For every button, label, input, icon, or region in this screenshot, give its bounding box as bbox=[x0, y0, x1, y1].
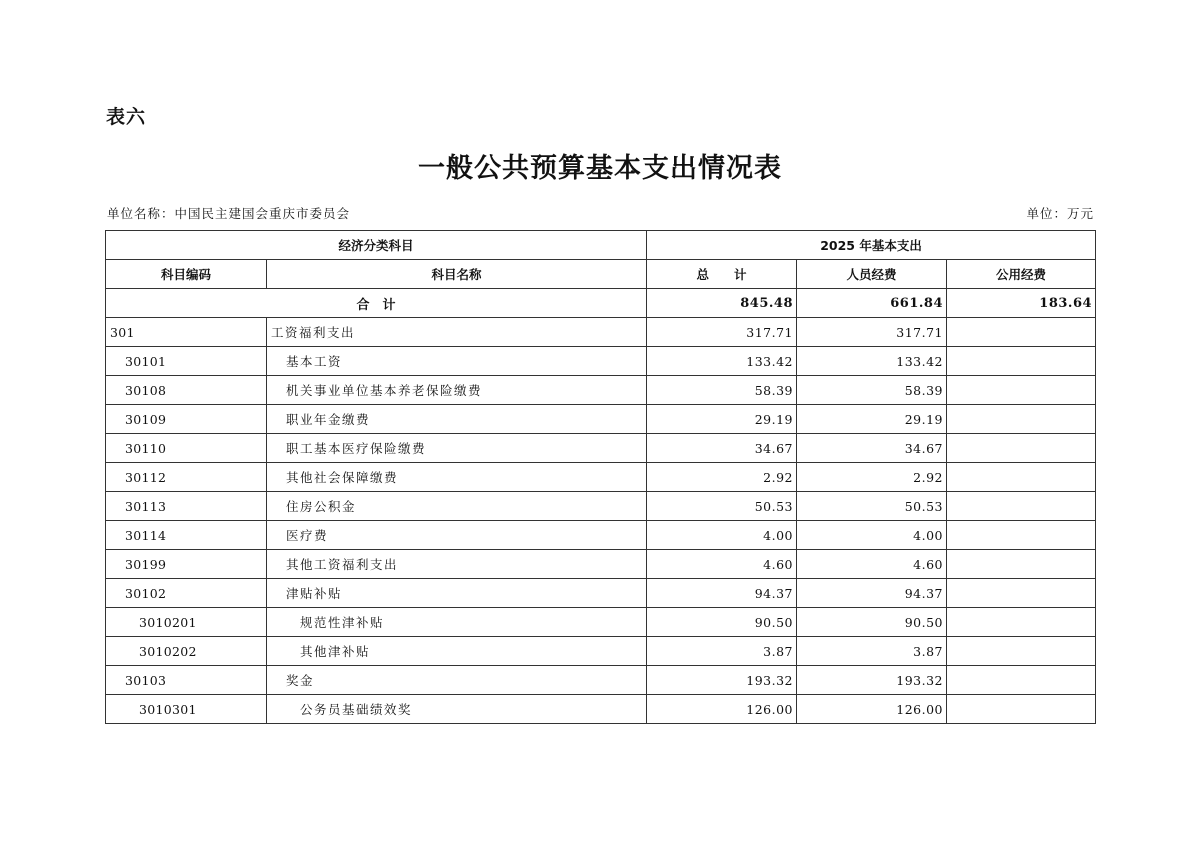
row-code: 30102 bbox=[106, 579, 267, 608]
row-personnel: 4.60 bbox=[797, 550, 947, 579]
row-name: 职业年金缴费 bbox=[267, 405, 647, 434]
row-code: 3010202 bbox=[106, 637, 267, 666]
table-row bbox=[106, 492, 1096, 521]
row-code: 30109 bbox=[106, 405, 267, 434]
row-public bbox=[947, 492, 1096, 521]
table-row bbox=[106, 347, 1096, 376]
table-row bbox=[106, 608, 1096, 637]
row-name: 规范性津补贴 bbox=[267, 608, 647, 637]
row-name: 其他工资福利支出 bbox=[267, 550, 647, 579]
row-public bbox=[947, 666, 1096, 695]
row-name: 工资福利支出 bbox=[267, 318, 647, 347]
row-code: 3010301 bbox=[106, 695, 267, 724]
row-public bbox=[947, 550, 1096, 579]
table-row bbox=[106, 463, 1096, 492]
document-title: 一般公共预算基本支出情况表 bbox=[418, 153, 782, 184]
total-row bbox=[106, 289, 1096, 318]
row-public bbox=[947, 434, 1096, 463]
row-name: 住房公积金 bbox=[267, 492, 647, 521]
total-public: 183.64 bbox=[947, 289, 1096, 318]
row-public bbox=[947, 347, 1096, 376]
row-public bbox=[947, 463, 1096, 492]
total-label: 合 计 bbox=[106, 289, 647, 318]
table-row bbox=[106, 318, 1096, 347]
row-code: 30103 bbox=[106, 666, 267, 695]
row-public bbox=[947, 608, 1096, 637]
row-public bbox=[947, 376, 1096, 405]
row-public bbox=[947, 695, 1096, 724]
table-row bbox=[106, 405, 1096, 434]
row-total: 2.92 bbox=[647, 463, 797, 492]
table-row bbox=[106, 579, 1096, 608]
header-group-row bbox=[106, 231, 1096, 260]
row-name: 机关事业单位基本养老保险缴费 bbox=[267, 376, 647, 405]
row-name: 其他社会保障缴费 bbox=[267, 463, 647, 492]
row-personnel: 126.00 bbox=[797, 695, 947, 724]
total-total: 845.48 bbox=[647, 289, 797, 318]
header-public: 公用经费 bbox=[947, 260, 1096, 289]
row-name: 其他津补贴 bbox=[267, 637, 647, 666]
row-personnel: 2.92 bbox=[797, 463, 947, 492]
row-public bbox=[947, 405, 1096, 434]
row-name: 津贴补贴 bbox=[267, 579, 647, 608]
budget-table bbox=[105, 230, 1096, 724]
row-personnel: 133.42 bbox=[797, 347, 947, 376]
row-personnel: 29.19 bbox=[797, 405, 947, 434]
table-number: 表六 bbox=[106, 106, 147, 128]
currency-unit: 单位：万元 bbox=[1026, 206, 1094, 221]
header-column-row bbox=[106, 260, 1096, 289]
row-public bbox=[947, 521, 1096, 550]
row-total: 90.50 bbox=[647, 608, 797, 637]
row-public bbox=[947, 637, 1096, 666]
table-row bbox=[106, 637, 1096, 666]
row-personnel: 3.87 bbox=[797, 637, 947, 666]
table-row bbox=[106, 376, 1096, 405]
row-total: 317.71 bbox=[647, 318, 797, 347]
row-total: 29.19 bbox=[647, 405, 797, 434]
row-personnel: 94.37 bbox=[797, 579, 947, 608]
row-code: 30110 bbox=[106, 434, 267, 463]
table-row bbox=[106, 550, 1096, 579]
row-name: 职工基本医疗保险缴费 bbox=[267, 434, 647, 463]
row-code: 3010201 bbox=[106, 608, 267, 637]
row-total: 126.00 bbox=[647, 695, 797, 724]
header-economic-classification: 经济分类科目 bbox=[106, 231, 647, 260]
row-name: 医疗费 bbox=[267, 521, 647, 550]
row-code: 301 bbox=[106, 318, 267, 347]
row-total: 4.00 bbox=[647, 521, 797, 550]
row-public bbox=[947, 318, 1096, 347]
row-code: 30199 bbox=[106, 550, 267, 579]
row-name: 公务员基础绩效奖 bbox=[267, 695, 647, 724]
row-personnel: 317.71 bbox=[797, 318, 947, 347]
row-personnel: 34.67 bbox=[797, 434, 947, 463]
row-personnel: 4.00 bbox=[797, 521, 947, 550]
header-total: 总 计 bbox=[647, 260, 797, 289]
table-row bbox=[106, 695, 1096, 724]
row-personnel: 90.50 bbox=[797, 608, 947, 637]
table-row bbox=[106, 666, 1096, 695]
row-total: 133.42 bbox=[647, 347, 797, 376]
row-code: 30112 bbox=[106, 463, 267, 492]
row-name: 奖金 bbox=[267, 666, 647, 695]
row-personnel: 193.32 bbox=[797, 666, 947, 695]
row-public bbox=[947, 579, 1096, 608]
row-total: 193.32 bbox=[647, 666, 797, 695]
row-total: 58.39 bbox=[647, 376, 797, 405]
table-row bbox=[106, 434, 1096, 463]
row-total: 4.60 bbox=[647, 550, 797, 579]
row-code: 30101 bbox=[106, 347, 267, 376]
row-total: 50.53 bbox=[647, 492, 797, 521]
row-name: 基本工资 bbox=[267, 347, 647, 376]
row-total: 94.37 bbox=[647, 579, 797, 608]
header-personnel: 人员经费 bbox=[797, 260, 947, 289]
row-code: 30113 bbox=[106, 492, 267, 521]
unit-name: 单位名称：中国民主建国会重庆市委员会 bbox=[107, 206, 351, 221]
row-personnel: 58.39 bbox=[797, 376, 947, 405]
header-code: 科目编码 bbox=[106, 260, 267, 289]
total-personnel: 661.84 bbox=[797, 289, 947, 318]
row-personnel: 50.53 bbox=[797, 492, 947, 521]
row-code: 30108 bbox=[106, 376, 267, 405]
header-basic-expenditure: 2025 年基本支出 bbox=[647, 231, 1096, 260]
row-code: 30114 bbox=[106, 521, 267, 550]
row-total: 3.87 bbox=[647, 637, 797, 666]
table-row bbox=[106, 521, 1096, 550]
row-total: 34.67 bbox=[647, 434, 797, 463]
header-name: 科目名称 bbox=[267, 260, 647, 289]
